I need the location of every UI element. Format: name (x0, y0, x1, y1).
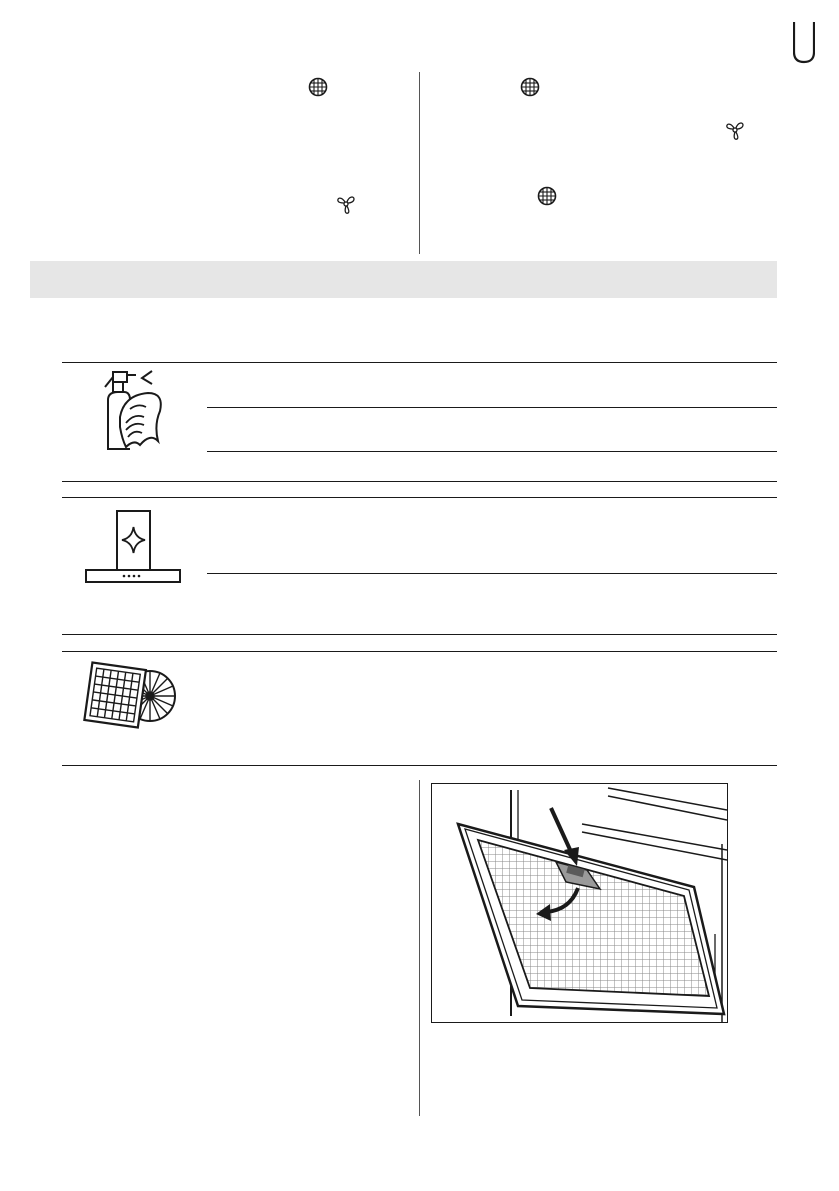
table-row-rule (62, 651, 777, 652)
hood-clean-icon (84, 510, 182, 586)
column-divider-bottom (419, 780, 420, 1116)
top-left-column (62, 72, 412, 252)
table-subrow-rule (207, 573, 777, 574)
table-row-rule (62, 497, 777, 498)
fan-icon (335, 193, 357, 215)
table-subrow-rule (207, 451, 777, 452)
grease-filter-removal-illustration (431, 783, 728, 1023)
grease-filter-icon (537, 186, 557, 206)
fan-icon (724, 119, 746, 141)
spray-cloth-icon (100, 367, 170, 453)
table-row-rule (62, 765, 777, 766)
column-divider-top (419, 72, 420, 254)
table-row-rule (62, 634, 777, 635)
section-header-band (30, 261, 777, 298)
table-row-rule (62, 481, 777, 482)
grease-filter-icon (520, 77, 540, 97)
table-row-rule (62, 362, 777, 363)
top-right-column (430, 72, 775, 252)
table-subrow-rule (207, 407, 777, 408)
bottom-left-column (62, 780, 407, 1115)
charcoal-filter-icon (80, 656, 180, 736)
grease-filter-icon (308, 77, 328, 97)
bookmark-icon (793, 22, 815, 64)
